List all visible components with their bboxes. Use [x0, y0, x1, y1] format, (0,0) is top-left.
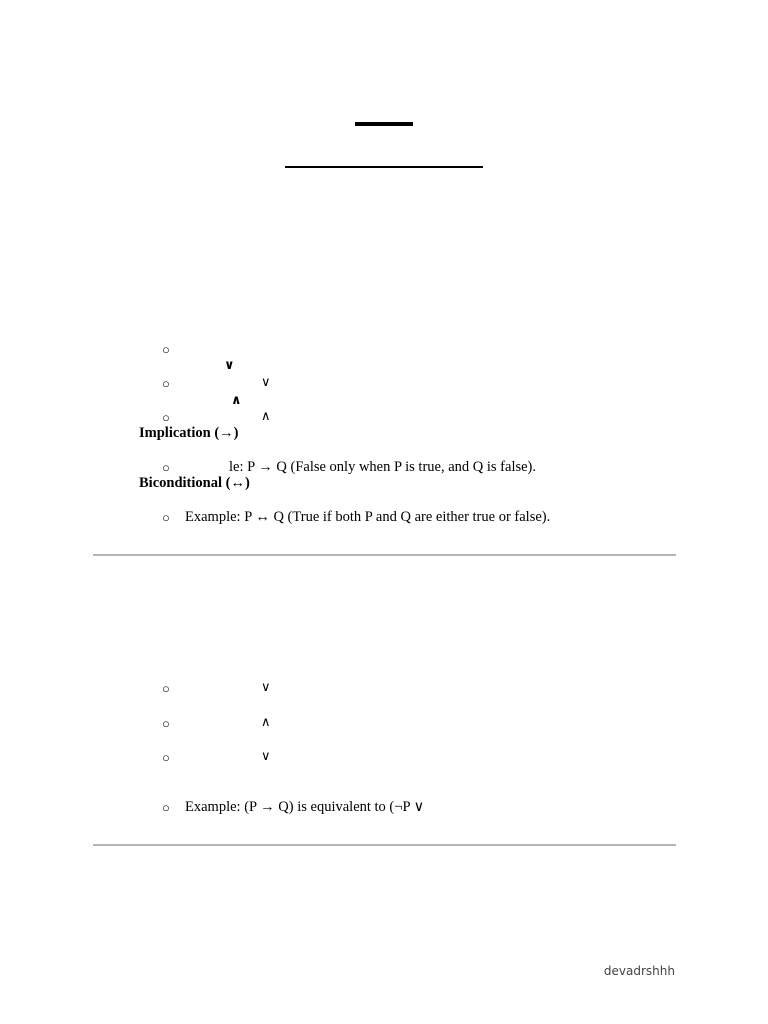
and-symbol: ∧ — [261, 409, 271, 424]
bullet-icon: ○ — [162, 342, 170, 357]
or-symbol: ∨ — [261, 749, 271, 764]
bullet-icon: ○ — [162, 510, 170, 525]
bullet-icon: ○ — [162, 800, 170, 815]
and-symbol: ∧ — [231, 393, 242, 408]
or-symbol: ∨ — [224, 358, 235, 373]
bullet-icon: ○ — [162, 410, 170, 425]
or-symbol: ∨ — [261, 375, 271, 390]
and-symbol: ∧ — [261, 715, 271, 730]
bullet-icon: ○ — [162, 681, 170, 696]
bullet-icon: ○ — [162, 750, 170, 765]
bullet-icon: ○ — [162, 376, 170, 391]
bullet-icon: ○ — [162, 716, 170, 731]
footer-author: devadrshhh — [603, 964, 675, 978]
section-divider — [93, 554, 676, 556]
biconditional-example: Example: P ↔ Q (True if both P and Q are either true or false). — [185, 509, 551, 525]
title-rule — [355, 122, 413, 126]
bullet-icon: ○ — [162, 460, 170, 475]
implication-heading: Implication (→) — [139, 425, 239, 441]
or-symbol: ∨ — [261, 680, 271, 695]
section-divider — [93, 844, 676, 846]
subtitle-rule — [285, 166, 483, 168]
biconditional-heading: Biconditional (↔) — [139, 475, 250, 491]
implication-example: le: P → Q (False only when P is true, and Q is false). — [229, 459, 537, 475]
equivalence-example: Example: (P → Q) is equivalent to (¬P ∨ — [185, 799, 425, 815]
